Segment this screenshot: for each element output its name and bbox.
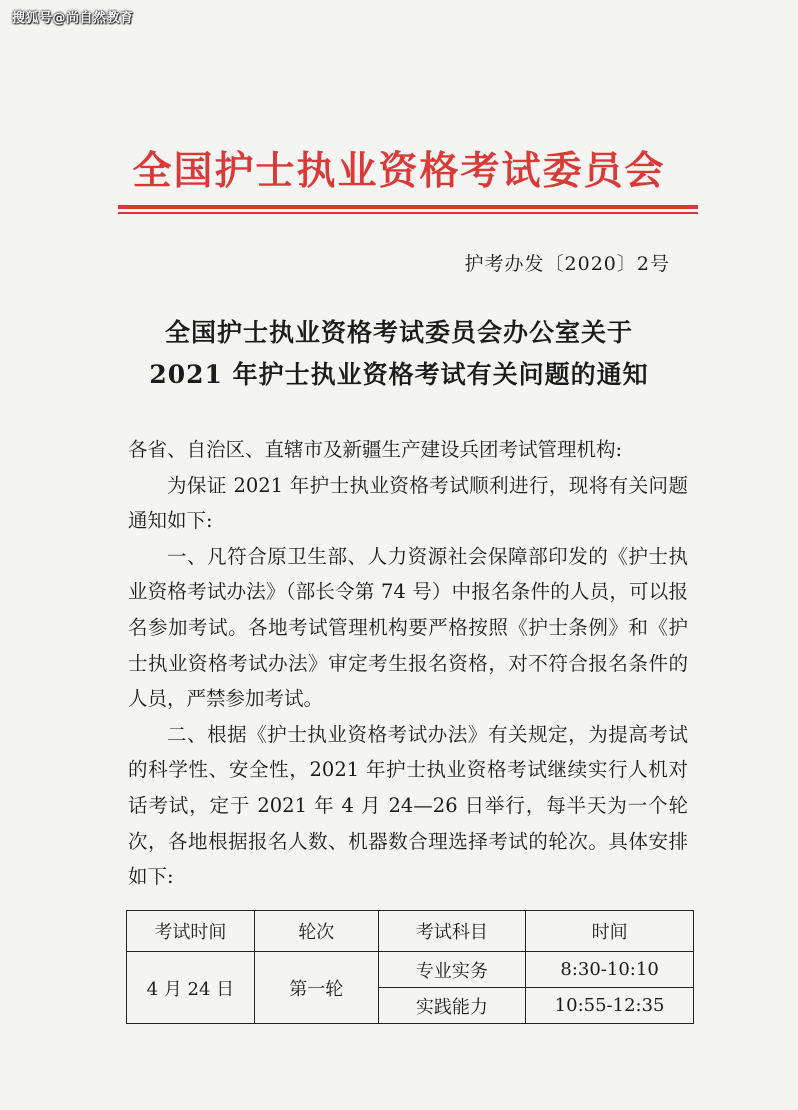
watermark: 搜狐号@尚自然教育 <box>12 11 134 26</box>
document-title <box>0 312 798 396</box>
document-number: 护考办发〔2020〕2号 <box>464 253 670 275</box>
schedule-header-row <box>127 911 694 952</box>
header-exam-date: 考试时间 <box>127 911 255 952</box>
header-rule-thick <box>118 205 698 209</box>
header-round: 轮次 <box>254 911 378 952</box>
header-time: 时间 <box>526 911 694 952</box>
cell-round: 第一轮 <box>254 952 378 1024</box>
table-row <box>127 952 694 988</box>
cell-subject: 专业实务 <box>378 952 526 988</box>
intro-paragraph: 为保证 2021 年护士执业资格考试顺利进行，现将有关问题通知如下: <box>128 473 688 533</box>
cell-time: 10:55-12:35 <box>526 988 694 1024</box>
salutation: 各省、自治区、直辖市及新疆生产建设兵团考试管理机构: <box>128 438 623 461</box>
schedule-table <box>126 910 694 1024</box>
issuer-header: 全国护士执业资格考试委员会 <box>132 148 666 194</box>
header-rule-thin <box>118 212 698 214</box>
document-title-line1: 全国护士执业资格考试委员会办公室关于 <box>164 318 633 347</box>
item1-paragraph: 一、凡符合原卫生部、人力资源社会保障部印发的《护士执业资格考试办法》（部长令第 74 号）中报名条件的人员，可以报名参加考试。各地考试管理机构要严格按照《护士条例》和《护士执业资格考试办法》审定考生报名资格，对不符合报名条件的人员，严禁参加考试。 <box>128 544 688 711</box>
cell-subject: 实践能力 <box>378 988 526 1024</box>
header-subject: 考试科目 <box>378 911 526 952</box>
cell-date: 4 月 24 日 <box>127 952 255 1024</box>
cell-time: 8:30-10:10 <box>526 952 694 988</box>
item2-paragraph: 二、根据《护士执业资格考试办法》有关规定，为提高考试的科学性、安全性，2021 年护士执业资格考试继续实行人机对话考试，定于 2021 年 4 月 24—26 日举行，每半天为一个轮次，各地根据报名人数、机器数合理选择考试的轮次。具体安排如下: <box>128 722 688 889</box>
document-body <box>128 432 688 895</box>
document-title-line2: 2021 年护士执业资格考试有关问题的通知 <box>149 360 649 389</box>
